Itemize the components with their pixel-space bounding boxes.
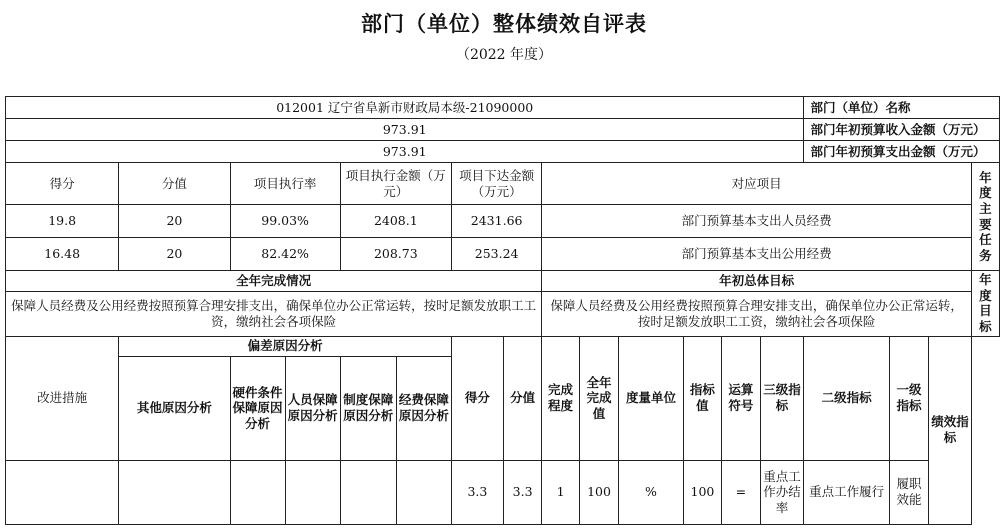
ind-level3: 重点工作办结率	[760, 460, 804, 524]
goals-text-row	[6, 291, 1000, 336]
col-dev-hardware: 硬件条件保障原因分析	[230, 356, 285, 460]
ind-level1: 履职效能	[889, 460, 929, 524]
task-project: 部门预算基本支出公用经费	[542, 238, 971, 271]
income-value: 973.91	[6, 119, 804, 141]
col-actual: 全年完成值	[579, 336, 619, 460]
ind-operator: =	[722, 460, 760, 524]
ind-dev-system	[340, 460, 396, 524]
col-dev-other: 其他原因分析	[119, 356, 230, 460]
unit-name-value: 012001 辽宁省阜新市财政局本级-21090000	[6, 97, 804, 119]
ind-dev-funds	[396, 460, 451, 524]
task-rate: 99.03%	[230, 205, 340, 238]
task-issued: 2431.66	[451, 205, 541, 238]
ind-score: 3.3	[451, 460, 503, 524]
page-title: 部门（单位）整体绩效自评表	[361, 11, 647, 36]
task-weight: 20	[119, 238, 230, 271]
goals-section-label: 年度目标	[971, 271, 999, 337]
col-dev-staff: 人员保障原因分析	[285, 356, 340, 460]
task-executed: 2408.1	[340, 205, 451, 238]
col-ind-score: 得分	[451, 336, 503, 460]
goals-header-row	[6, 271, 1000, 292]
evaluation-table	[5, 96, 1000, 525]
ind-completion: 1	[542, 460, 579, 524]
task-score: 19.8	[6, 205, 119, 238]
table-row	[6, 238, 1000, 271]
ind-dev-staff	[285, 460, 340, 524]
expense-value: 973.91	[6, 141, 804, 163]
col-score: 得分	[6, 163, 119, 205]
col-issued-amount: 项目下达金额（万元）	[451, 163, 541, 205]
deviation-header: 偏差原因分析	[119, 336, 452, 356]
ind-target: 100	[683, 460, 721, 524]
col-target: 指标值	[683, 336, 721, 460]
task-rate: 82.42%	[230, 238, 340, 271]
ind-dev-other	[119, 460, 230, 524]
initial-goal-header: 年初总体目标	[542, 271, 971, 292]
income-row	[6, 119, 1000, 141]
completion-text: 保障人员经费及公用经费按照预算合理安排支出，确保单位办公正常运转，按时足额发放职工工资，缴纳社会各项保险	[6, 291, 542, 336]
tasks-header-row	[6, 163, 1000, 205]
col-improvement: 改进措施	[6, 336, 119, 460]
expense-row	[6, 141, 1000, 163]
col-level3: 三级指标	[760, 336, 804, 460]
indicators-header-row-1	[6, 336, 1000, 356]
completion-header: 全年完成情况	[6, 271, 542, 292]
ind-dev-hardware	[230, 460, 285, 524]
col-level1: 一级指标	[889, 336, 929, 460]
col-dev-system: 制度保障原因分析	[340, 356, 396, 460]
expense-label: 部门年初预算支出金额（万元）	[804, 141, 1000, 163]
ind-level2: 重点工作履行	[804, 460, 889, 524]
col-unit: 度量单位	[619, 336, 683, 460]
task-project: 部门预算基本支出人员经费	[542, 205, 971, 238]
task-issued: 253.24	[451, 238, 541, 271]
col-exec-rate: 项目执行率	[230, 163, 340, 205]
initial-goal-text: 保障人员经费及公用经费按照预算合理安排支出，确保单位办公正常运转，按时足额发放职工工资，缴纳社会各项保险	[542, 291, 971, 336]
income-label: 部门年初预算收入金额（万元）	[804, 119, 1000, 141]
unit-name-label: 部门（单位）名称	[804, 97, 1000, 119]
unit-name-row	[6, 97, 1000, 119]
col-exec-amount: 项目执行金额（万元）	[340, 163, 451, 205]
page-subtitle: （2022 年度）	[455, 47, 553, 63]
task-score: 16.48	[6, 238, 119, 271]
table-row	[6, 205, 1000, 238]
task-executed: 208.73	[340, 238, 451, 271]
col-project: 对应项目	[542, 163, 971, 205]
ind-unit: %	[619, 460, 683, 524]
tasks-section-label: 年度主要任务	[971, 163, 999, 271]
col-ind-weight: 分值	[503, 336, 541, 460]
ind-actual: 100	[579, 460, 619, 524]
task-weight: 20	[119, 205, 230, 238]
ind-improvement	[6, 460, 119, 524]
col-dev-funds: 经费保障原因分析	[396, 356, 451, 460]
evaluation-sheet	[5, 96, 1000, 525]
col-level2: 二级指标	[804, 336, 889, 460]
col-weight: 分值	[119, 163, 230, 205]
col-completion: 完成程度	[542, 336, 579, 460]
ind-weight: 3.3	[503, 460, 541, 524]
table-row	[6, 460, 1000, 524]
indicators-section-label: 绩效指标	[929, 336, 972, 524]
col-operator: 运算符号	[722, 336, 760, 460]
